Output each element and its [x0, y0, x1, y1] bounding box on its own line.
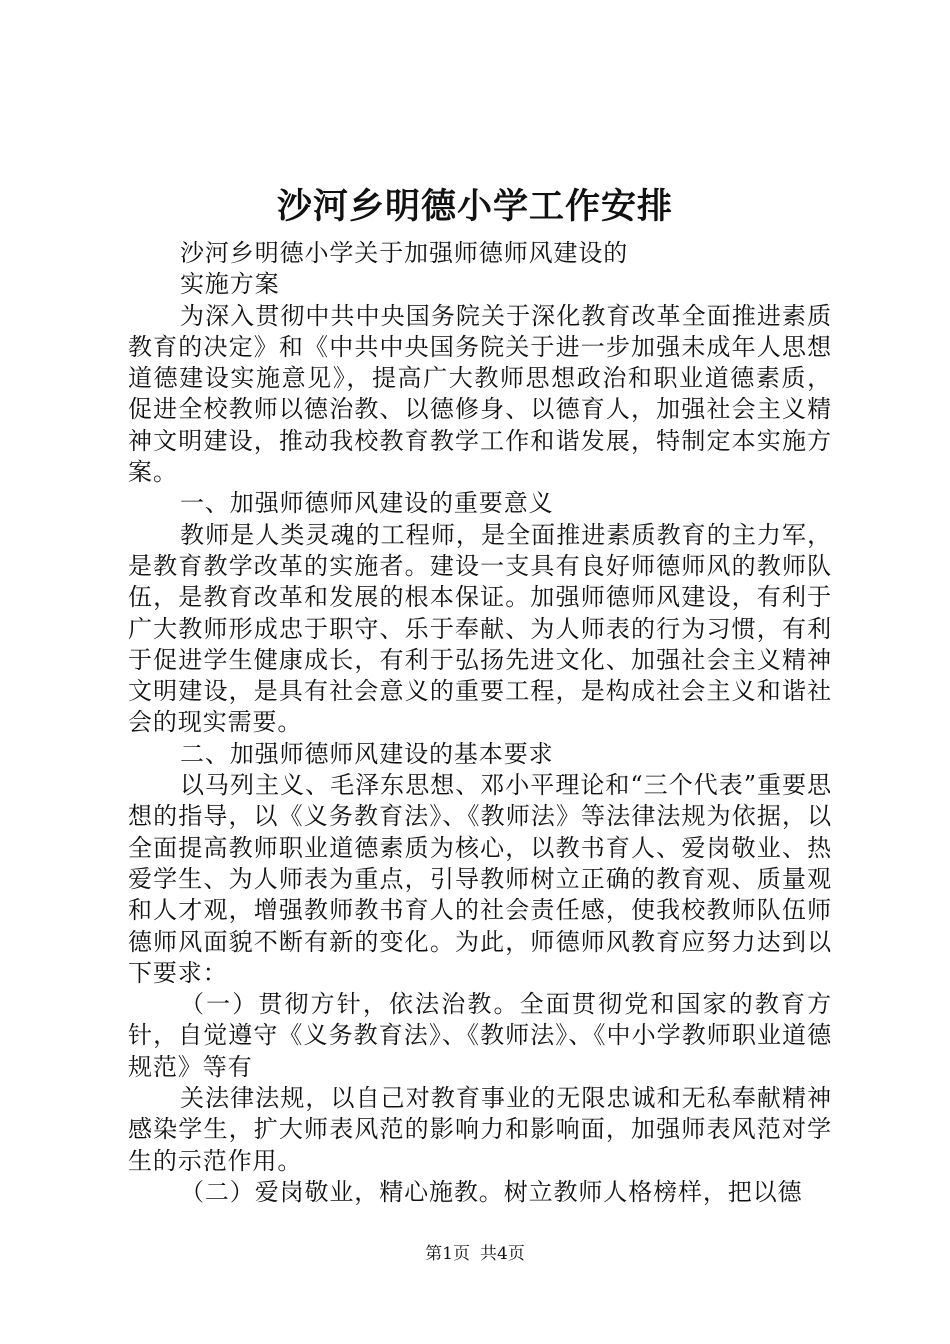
page-total: 共4页: [480, 1244, 525, 1264]
page-number: 第1页: [425, 1244, 470, 1264]
document-title: 沙河乡明德小学工作安排: [276, 186, 673, 227]
paragraph-intro: 为深入贯彻中共中央国务院关于深化教育改革全面推进素质教育的决定》和《中共中央国务院关于进一步加强未成年人思想道德建设实施意见》，提高广大教师思想政治和职业道德素质，促进全校教师以德治教、以德修身、以德育人，加强社会主义精神文明建设，推动我校教育教学工作和谐发展，特制定本实施方案。: [128, 301, 832, 487]
paragraph-significance: 教师是人类灵魂的工程师，是全面推进素质教育的主力军，是教育教学改革的实施者。建设一支具有良好师德师风的教师队伍，是教育改革和发展的根本保证。加强师德师风建设，有利于广大教师形成忠于职守、乐于奉献、为人师表的行为习惯，有利于促进学生健康成长，有利于弘扬先进文化、加强社会主义精神文明建设，是具有社会意义的重要工程，是构成社会主义和谐社会的现实需要。: [128, 520, 832, 737]
paragraph-item-2: （二）爱岗敬业，精心施教。树立教师人格榜样，把以德: [180, 1177, 803, 1206]
section-heading-2: 二、加强师德师风建设的基本要求: [180, 739, 554, 768]
subtitle-line-1: 沙河乡明德小学关于加强师德师风建设的: [180, 239, 629, 267]
document-body: [128, 238, 832, 1208]
paragraph-item-1: （一）贯彻方针，依法治教。全面贯彻党和国家的教育方针，自觉遵守《义务教育法》、《教师法》、《中小学教师职业道德规范》等有: [128, 990, 832, 1081]
subtitle-line-2: 实施方案: [180, 270, 280, 299]
paragraph-requirements: 以马列主义、毛泽东思想、邓小平理论和“三个代表”重要思想的指导，以《义务教育法》、《教师法》等法律法规为依据，以全面提高教师职业道德素质为核心，以教书育人、爱岗敬业、热爱学生、为人师表为重点，引导教师树立正确的教育观、质量观和人才观，增强教师教书育人的社会责任感，使我校教师队伍师德师风面貌不断有新的变化。为此，师德师风教育应努力达到以下要求：: [128, 771, 832, 987]
page-footer: [0, 1242, 950, 1266]
section-heading-1: 一、加强师德师风建设的重要意义: [180, 489, 554, 518]
paragraph-item-1-continued: 关法律法规，以自己对教育事业的无限忠诚和无私奉献精神感染学生，扩大师表风范的影响力和影响面，加强师表风范对学生的示范作用。: [128, 1084, 832, 1175]
